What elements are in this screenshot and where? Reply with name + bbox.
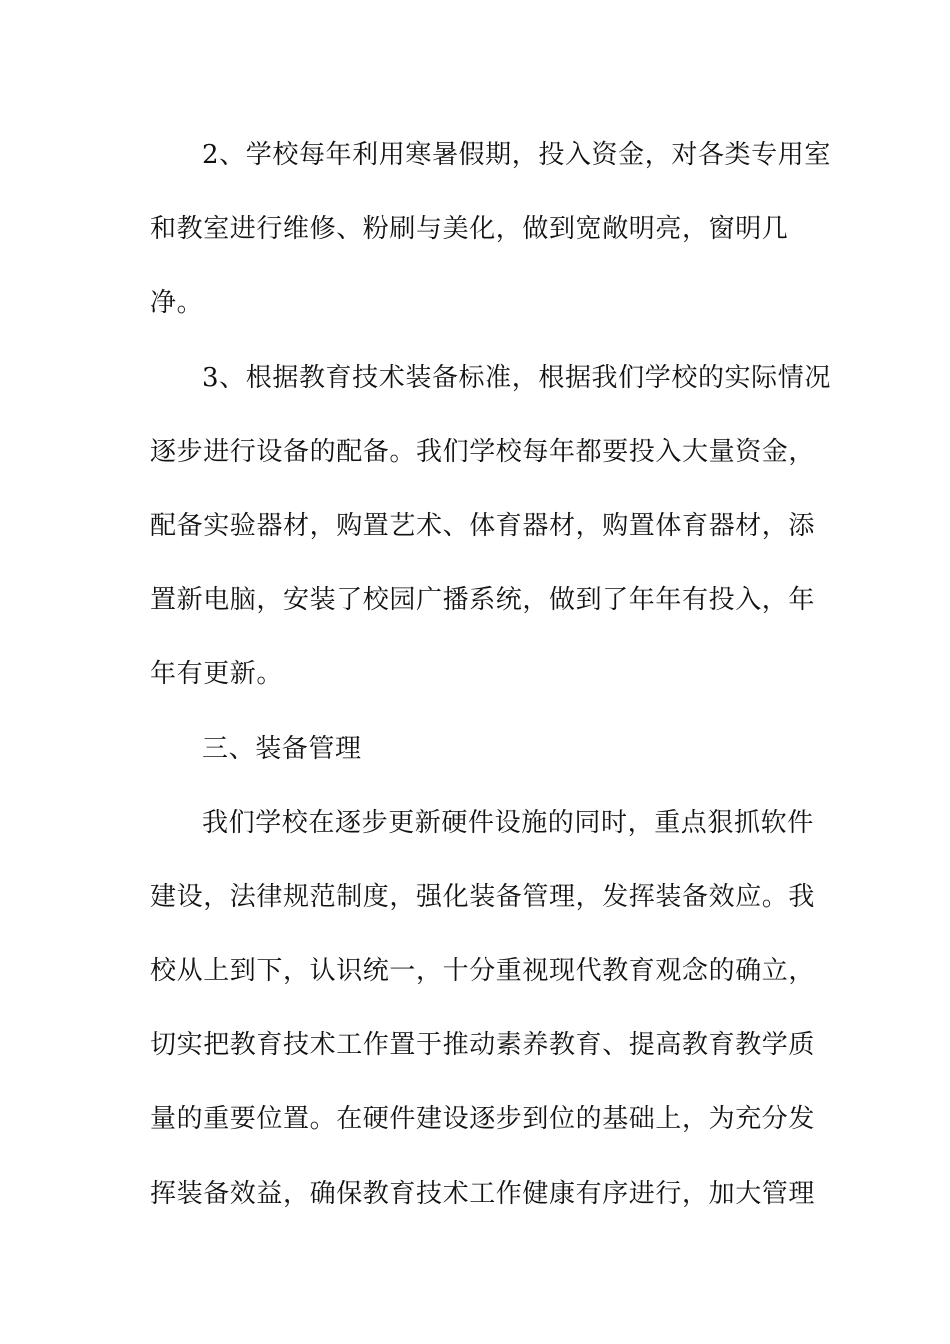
paragraph-management-line: 切实把教育技术工作置于推动素养教育、提高教育教学质 bbox=[150, 1030, 816, 1061]
paragraph-2-line: 2、学校每年利用寒暑假期，投入资金，对各类专用室 bbox=[202, 140, 831, 170]
paragraph-3-line: 年有更新。 bbox=[150, 659, 284, 690]
paragraph-management-line: 建设，法律规范制度，强化装备管理，发挥装备效应。我 bbox=[150, 881, 816, 912]
paragraph-management-line: 校从上到下，认识统一，十分重视现代教育观念的确立， bbox=[150, 956, 816, 987]
paragraph-3-line: 3、根据教育技术装备标准，根据我们学校的实际情况 bbox=[202, 362, 831, 393]
paragraph-2-line: 净。 bbox=[150, 288, 204, 319]
paragraph-3-line: 配备实验器材，购置艺术、体育器材，购置体育器材，添 bbox=[150, 510, 816, 541]
paragraph-management-line: 量的重要位置。在硬件建设逐步到位的基础上，为充分发 bbox=[150, 1104, 816, 1135]
paragraph-2-line: 和教室进行维修、粉刷与美化，做到宽敞明亮，窗明几 bbox=[150, 214, 789, 245]
section-heading: 三、装备管理 bbox=[202, 733, 362, 764]
paragraph-management-line: 挥装备效益，确保教育技术工作健康有序进行，加大管理 bbox=[150, 1178, 816, 1209]
document-body bbox=[150, 118, 831, 1231]
paragraph-3-line: 置新电脑，安装了校园广播系统，做到了年年有投入，年 bbox=[150, 585, 816, 616]
paragraph-management-line: 我们学校在逐步更新硬件设施的同时，重点狠抓软件 bbox=[202, 807, 814, 838]
paragraph-3-line: 逐步进行设备的配备。我们学校每年都要投入大量资金， bbox=[150, 436, 816, 467]
